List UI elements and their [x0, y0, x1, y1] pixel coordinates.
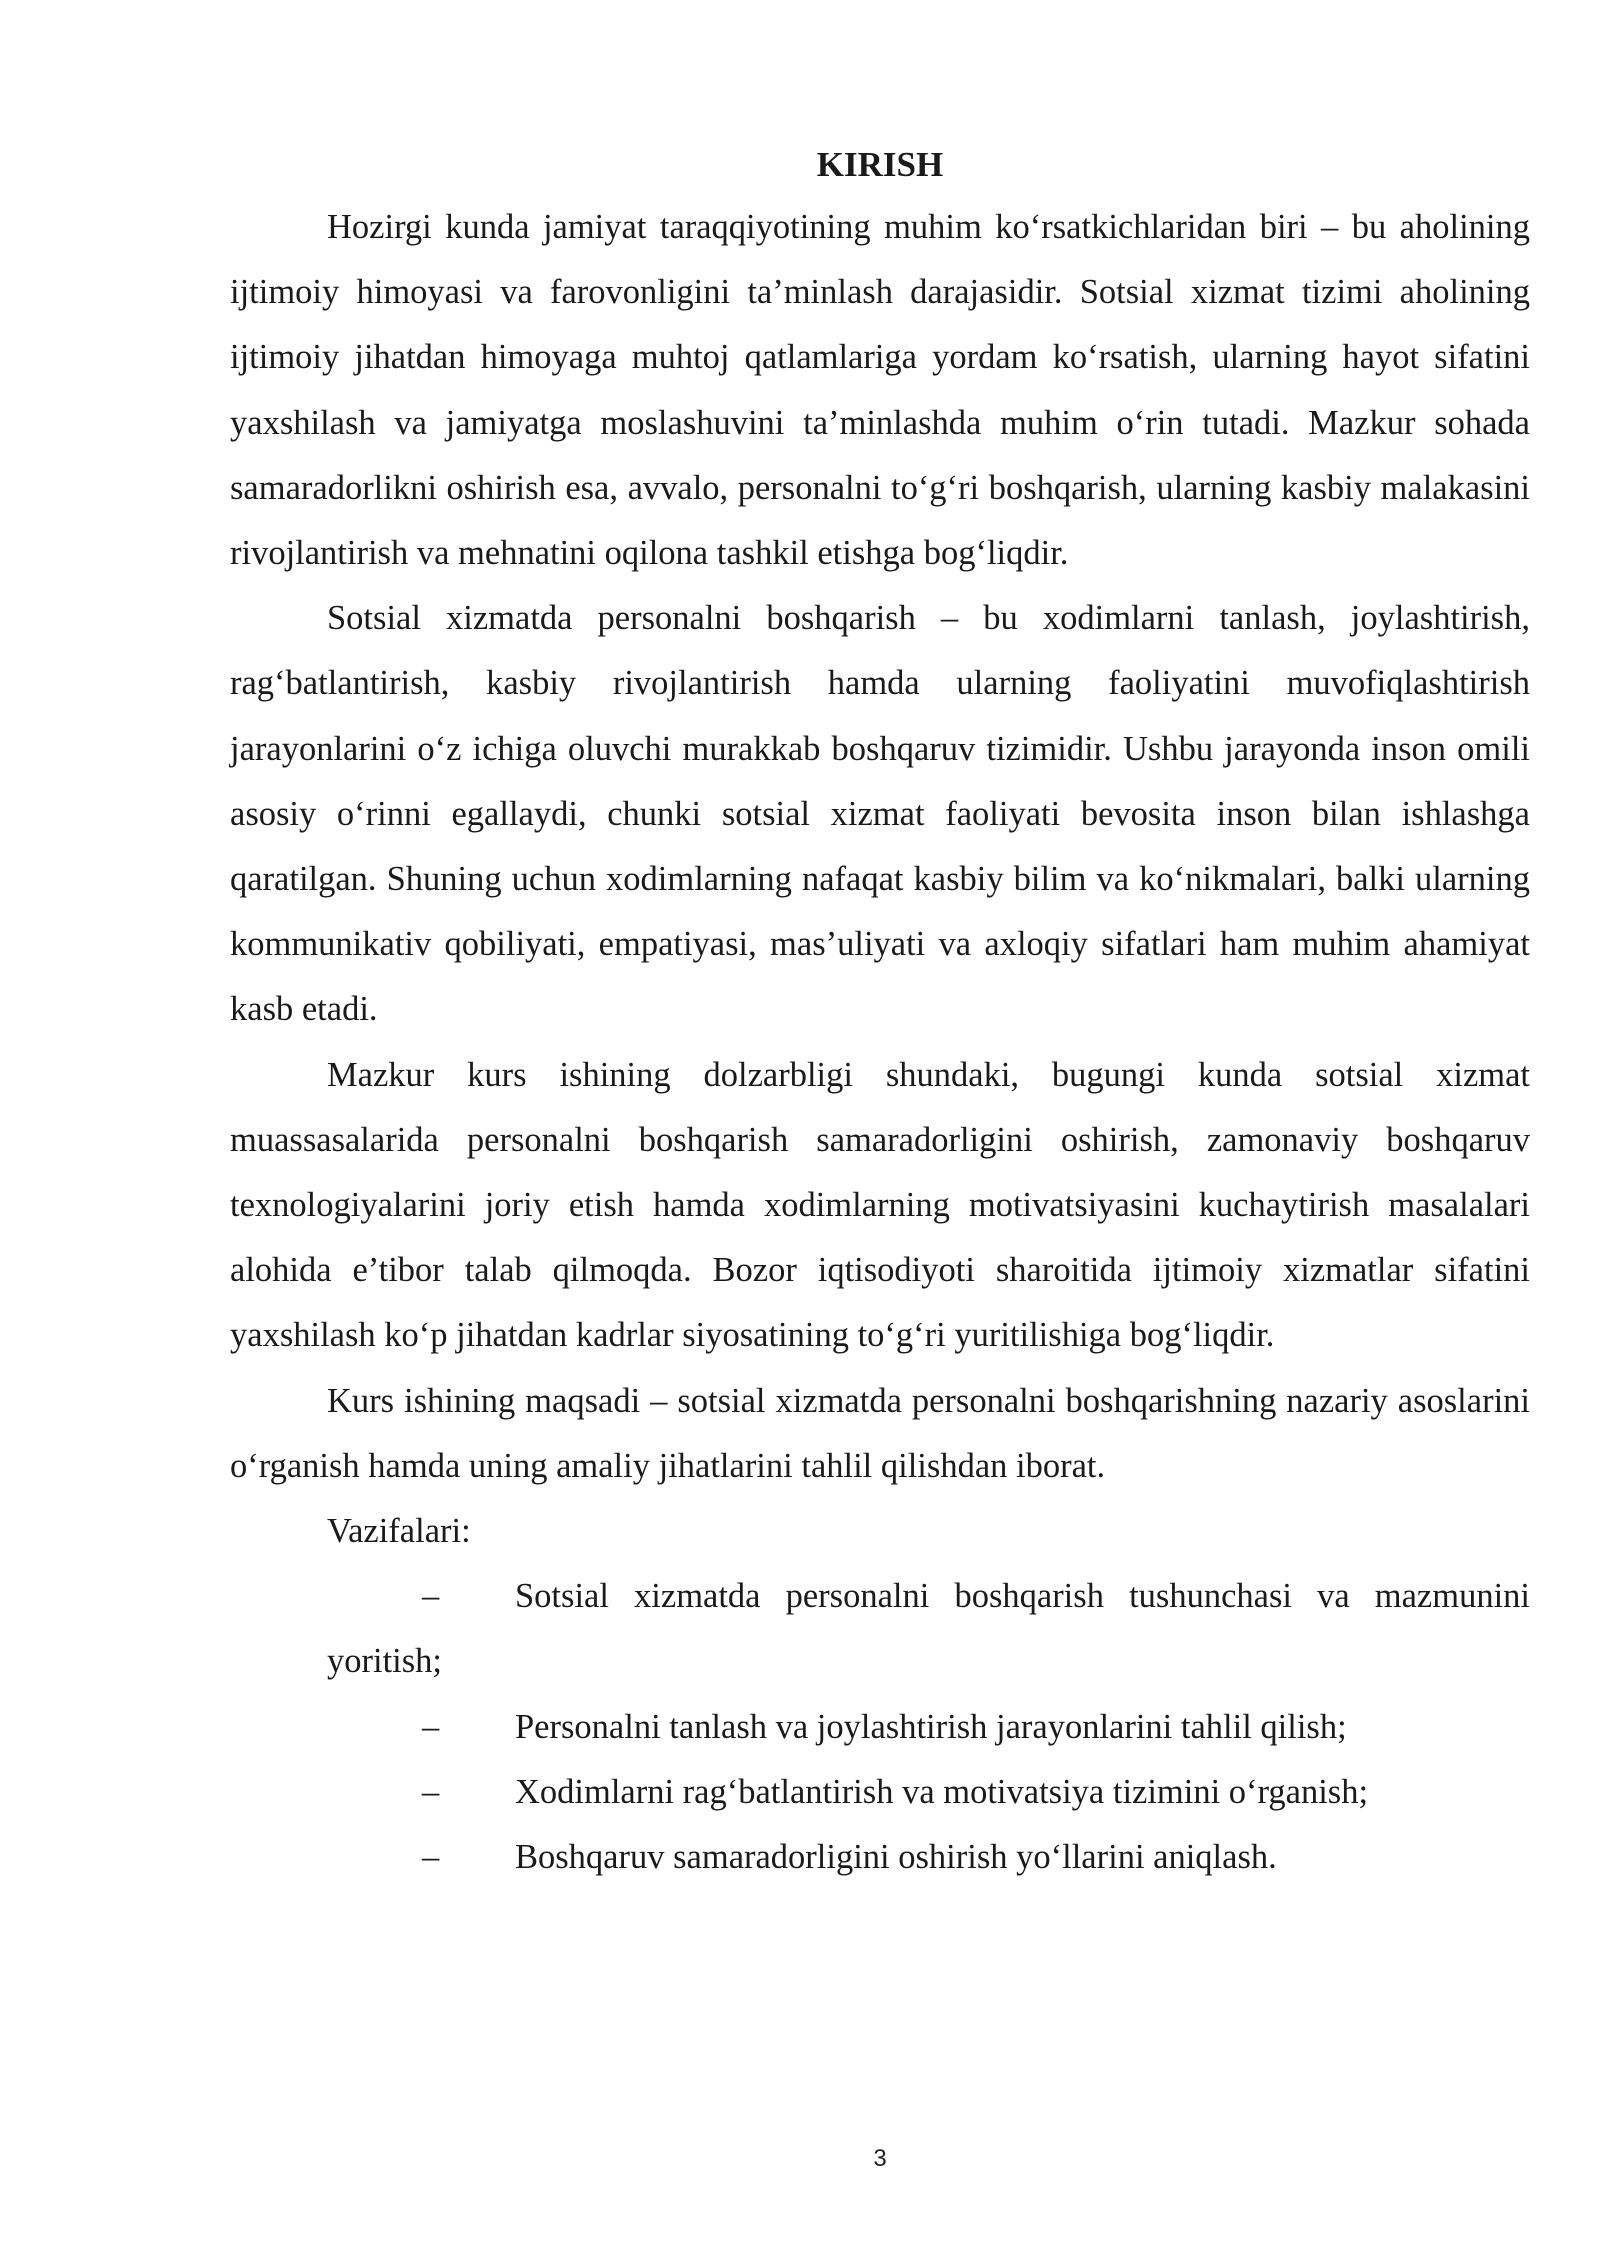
- task-text: Boshqaruv samaradorligini oshirish yoʻllarini aniqlash.: [515, 1838, 1277, 1877]
- document-body: [230, 135, 1530, 1890]
- tasks-heading: Vazifalari:: [327, 1512, 471, 1551]
- task-text: Personalni tanlash va joylashtirish jarayonlarini tahlil qilish;: [515, 1707, 1347, 1746]
- task-item: [230, 1695, 1530, 1760]
- task-item: [230, 1564, 1530, 1694]
- task-text: Sotsial xizmatda personalni boshqarish tushunchasi va mazmunini yoritish;: [327, 1577, 1530, 1681]
- page-number: 3: [873, 2145, 887, 2172]
- dash-bullet: –: [422, 1838, 440, 1877]
- dash-bullet: –: [422, 1772, 440, 1811]
- paragraph-goal: Kurs ishining maqsadi – sotsial xizmatda personalni boshqarishning nazariy asoslarini oʻrganish hamda uning amaliy jihatlarini tahlil qilishdan iborat.: [230, 1381, 1530, 1485]
- paragraph-intro: Hozirgi kunda jamiyat taraqqiyotining muhim koʻrsatkichlaridan biri – bu aholining ijtimoiy himoyasi va farovonligini ta’minlash darajasidir. Sotsial xizmat tizimi aholining ijtimoiy jihatdan himoyaga muhtoj qatlamlariga yordam koʻrsatish, ularning hayot sifatini yaxshilash va jamiyatga moslashuvini ta’minlashda muhim oʻrin tutadi. Mazkur sohada samaradorlikni oshirish esa, avvalo, personalni toʻgʻri boshqarish, ularning kasbiy malakasini rivojlantirish va mehnatini oqilona tashkil etishga bogʻliqdir.: [230, 208, 1530, 573]
- dash-bullet: –: [422, 1577, 440, 1616]
- dash-bullet: –: [422, 1707, 440, 1746]
- tasks-list: [230, 1564, 1530, 1890]
- section-title: KIRISH: [816, 145, 944, 184]
- task-item: [230, 1825, 1530, 1890]
- task-text: Xodimlarni ragʻbatlantirish va motivatsiya tizimini oʻrganish;: [515, 1772, 1369, 1811]
- task-item: [230, 1760, 1530, 1825]
- paragraph-relevance: Mazkur kurs ishining dolzarbligi shundaki, bugungi kunda sotsial xizmat muassasalarida personalni boshqarish samaradorligini oshirish, zamonaviy boshqaruv texnologiyalarini joriy etish hamda xodimlarning motivatsiyasini kuchaytirish masalalari alohida e’tibor talab qilmoqda. Bozor iqtisodiyoti sharoitida ijtimoiy xizmatlar sifatini yaxshilash koʻp jihatdan kadrlar siyosatining toʻgʻri yuritilishiga bogʻliqdir.: [230, 1055, 1530, 1355]
- paragraph-personnel-management: Sotsial xizmatda personalni boshqarish – bu xodimlarni tanlash, joylashtirish, ragʻbatlantirish, kasbiy rivojlantirish hamda ularning faoliyatini muvofiqlashtirish jarayonlarini oʻz ichiga oluvchi murakkab boshqaruv tizimidir. Ushbu jarayonda inson omili asosiy oʻrinni egallaydi, chunki sotsial xizmat faoliyati bevosita inson bilan ishlashga qaratilgan. Shuning uchun xodimlarning nafaqat kasbiy bilim va koʻnikmalari, balki ularning kommunikativ qobiliyati, empatiyasi, mas’uliyati va axloqiy sifatlari ham muhim ahamiyat kasb etadi.: [230, 599, 1530, 1029]
